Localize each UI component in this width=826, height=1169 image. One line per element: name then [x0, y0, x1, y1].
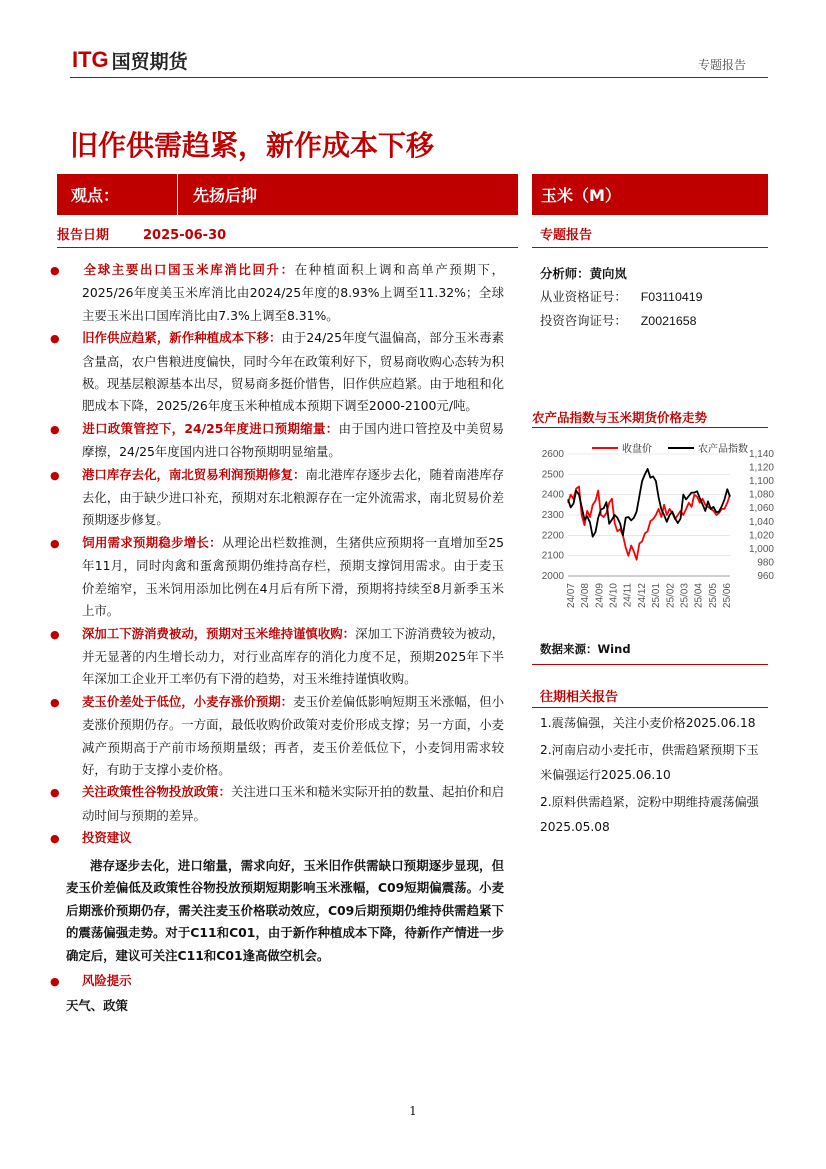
risk-body: 天气、政策	[66, 997, 128, 1013]
bullet-icon: ●	[50, 536, 60, 550]
x-tick-label: 24/07	[566, 583, 577, 609]
report-date-label: 报告日期	[57, 228, 110, 243]
y2-tick-label: 980	[757, 557, 774, 569]
related-reports-divider	[532, 707, 768, 708]
viewpoint-separator	[177, 174, 178, 215]
y2-tick-label: 1,120	[748, 462, 774, 474]
chart-title-divider	[532, 427, 768, 428]
legend-label: 收盘价	[622, 444, 652, 455]
viewpoint-bar	[57, 174, 518, 215]
header-doc-type: 专题报告	[697, 58, 746, 72]
company-logo	[72, 48, 188, 72]
key-point-body: 由于24/25年度气温偏高，部分玉米毒素含量高，农户售粮进度偏快，同时今年在政策利好下，贸易商收购心态转为积极。现基层粮源基本出尽，贸易商多挺价惜售，旧作供应趋紧。由于地租和化肥成本下降，2025/26年度玉米种植成本预期下调至2000-2100元/吨。	[82, 330, 504, 414]
bullet-icon: ●	[50, 422, 60, 436]
key-point-heading: 港口库存去化，南北贸易利润预期修复：	[82, 466, 306, 482]
x-tick-label: 25/02	[665, 583, 677, 609]
bullet-icon: ●	[50, 786, 60, 800]
commodity-name: 玉米（M）	[541, 186, 621, 205]
y-tick-label: 2100	[541, 550, 564, 562]
viewpoint-value: 先扬后抑	[193, 186, 258, 205]
invest-body: 港存逐步去化，进口缩量，需求向好，玉米旧作供需缺口预期逐步显现，但麦玉价差偏低及政策性谷物投放预期短期影响玉米涨幅，C09短期偏震荡。小麦后期涨价预期仍存，需关注麦玉价格联动效应，C09后期预期仍维持供需趋紧下的震荡偏强走势。对于C11和C01，由于新作种植成本下降，待新作产情进一步确定后，建议可关注C11和C01逢高做空机会。	[66, 857, 504, 963]
cert1-value: F03110419	[640, 290, 703, 304]
x-tick-label: 25/04	[693, 583, 705, 609]
y2-tick-label: 1,020	[748, 530, 774, 542]
bullet-icon: ●	[50, 832, 60, 846]
x-tick-label: 25/03	[679, 583, 691, 609]
cert2-label: 投资咨询证号：	[540, 313, 627, 328]
key-point-heading: 关注政策性谷物投放政策：	[82, 784, 231, 800]
key-point	[50, 464, 505, 532]
y2-tick-label: 1,000	[748, 543, 774, 555]
key-point-heading: 旧作供应趋紧，新作种植成本下移：	[82, 330, 282, 346]
bullet-icon: ●	[50, 627, 60, 641]
key-point-heading: 全球主要出口国玉米库消比回升：	[82, 262, 295, 277]
report-title: 旧作供需趋紧，新作成本下移	[70, 129, 435, 162]
x-tick-label: 24/12	[636, 583, 648, 609]
y-tick-label: 2000	[541, 571, 564, 582]
key-point-body: 麦玉价差偏低影响短期玉米涨幅，但小麦涨价预期仍存。一方面，最低收购价政策对麦价形成支撑；另一方面，小麦减产预期高于产前市场预期量级；再者，麦玉价差低位下，小麦饲用需求较好，有助于支撑小麦价格。	[82, 693, 505, 777]
chart-title: 农产品指数与玉米期货价格走势	[532, 410, 708, 425]
logo-latin: ITG	[72, 47, 109, 72]
key-point	[50, 691, 505, 782]
x-tick-label: 25/01	[651, 583, 663, 609]
bullet-icon: ●	[50, 695, 60, 709]
analyst-name: 黄向岚	[589, 266, 627, 281]
related-report-item[interactable]: 1.震荡偏强，关注小麦价格2025.06.18	[540, 716, 756, 730]
cert2-value: Z0021658	[640, 314, 697, 328]
risk-heading: 风险提示	[82, 972, 132, 988]
bullet-icon: ●	[50, 332, 60, 346]
report-date-row	[57, 224, 518, 244]
report-type-divider	[532, 247, 768, 248]
chart-source: 数据来源：Wind	[540, 642, 631, 656]
key-point	[50, 418, 505, 464]
key-point-heading: 饲用需求预期稳步增长：	[82, 534, 222, 550]
key-point	[50, 327, 504, 418]
report-type: 专题报告	[540, 228, 593, 243]
key-point-body: 关注进口玉米和糙米实际开拍的数量、起拍价和启动时间与预期的差异。	[82, 784, 505, 823]
cert1-label: 从业资格证号：	[540, 289, 627, 304]
cert-row-2	[540, 309, 703, 333]
y-tick-label: 2200	[541, 530, 564, 542]
key-point-body: 在种植面积上调和高单产预期下，2025/26年度美玉米库消比由2024/25年度的8.93%上调至11.32%；全球主要玉米出口国库消比由7.3%上调至8.31%。	[82, 262, 505, 323]
header-divider	[70, 77, 768, 78]
related-report-item[interactable]: 2.原料供需趋紧，淀粉中期维持震荡偏强2025.05.08	[540, 795, 759, 834]
key-point	[50, 781, 505, 827]
logo-chinese: 国贸期货	[111, 50, 188, 73]
risk-heading-row	[50, 970, 504, 993]
viewpoint-label: 观点：	[71, 186, 120, 205]
key-point-heading: 麦玉价差处于低位，小麦存涨价预期：	[82, 693, 294, 709]
analyst-row	[540, 262, 703, 285]
y-tick-label: 2300	[541, 510, 564, 521]
key-point-heading: 深加工下游消费被动，预期对玉米维持谨慎收购：	[82, 625, 356, 641]
date-divider	[57, 247, 518, 248]
series-line-close-price	[568, 487, 730, 560]
x-tick-label: 24/09	[594, 583, 606, 609]
commodity-bar	[532, 174, 768, 215]
analyst-label: 分析师：	[540, 266, 590, 281]
y2-tick-label: 1,080	[748, 489, 774, 501]
cert-row-1	[540, 285, 703, 309]
related-report-item[interactable]: 2.河南启动小麦托市，供需趋紧预期下玉米偏强运行2025.06.10	[540, 743, 759, 782]
y-tick-label: 2400	[541, 489, 564, 501]
related-reports-title: 往期相关报告	[540, 690, 619, 705]
y2-tick-label: 1,100	[748, 476, 774, 488]
x-tick-label: 25/06	[722, 583, 733, 609]
key-point	[50, 532, 504, 623]
main-content	[50, 259, 505, 1017]
analyst-info	[540, 262, 703, 333]
x-tick-label: 24/10	[608, 583, 620, 609]
key-point	[50, 259, 505, 327]
chart-bottom-divider	[532, 664, 768, 665]
y-tick-label: 2500	[541, 469, 564, 481]
key-point-heading: 进口政策管控下，24/25年度进口预期缩量：	[82, 420, 339, 436]
legend-label: 农产品指数	[698, 444, 748, 455]
price-chart	[530, 436, 774, 632]
y2-tick-label: 960	[757, 571, 774, 582]
key-point-body: 南北港库存逐步去化，随着南港库存去化，由于缺少进口补充，预期对东北粮源存在一定外流需求，南北贸易价差预期逐步修复。	[82, 466, 505, 528]
bullet-icon: ●	[50, 264, 60, 277]
y2-tick-label: 1,060	[748, 503, 774, 515]
y-tick-label: 2600	[541, 449, 564, 460]
key-point	[50, 623, 505, 691]
key-point-body: 由于国内进口管控及中美贸易摩擦，24/25年度国内进口谷物预期明显缩量。	[82, 420, 505, 460]
related-reports-list	[540, 711, 768, 842]
page-number: 1	[409, 1104, 417, 1118]
bullet-icon: ●	[50, 974, 60, 988]
invest-heading: 投资建议	[82, 830, 132, 846]
x-tick-label: 24/11	[622, 583, 634, 608]
key-point-body: 深加工下游消费较为被动，并无显著的内生增长动力，对行业高库存的消化力度不足，预期2025年下半年深加工企业开工率仍有下滑的趋势，对玉米维持谨慎收购。	[82, 625, 505, 687]
x-tick-label: 25/05	[707, 583, 719, 609]
key-point-body: 从理论出栏数推测，生猪供应预期将一直增加至25年11月，同时肉禽和蛋禽预期仍维持高存栏，预期支撑饲用需求。由于麦玉价差缩窄，玉米饲用添加比例在4月后有所下滑，预期将持续至8月新季玉米上市。	[82, 534, 504, 619]
report-date-value: 2025-06-30	[143, 228, 227, 243]
x-tick-label: 24/08	[580, 583, 592, 609]
invest-heading-row	[50, 827, 504, 850]
y2-tick-label: 1,140	[748, 449, 774, 460]
bullet-icon: ●	[50, 468, 60, 482]
key-points	[50, 259, 505, 827]
y2-tick-label: 1,040	[748, 516, 774, 528]
